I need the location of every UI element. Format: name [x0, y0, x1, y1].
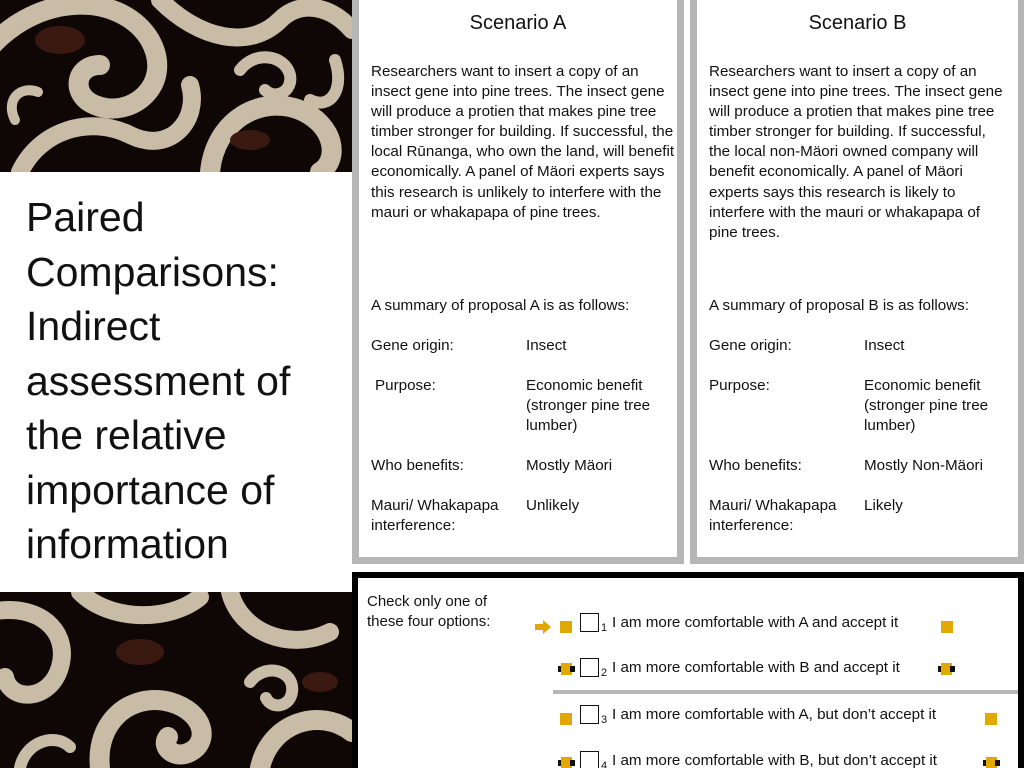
marker-square-icon — [941, 621, 953, 633]
who-benefits-value: Mostly Mäori — [526, 457, 613, 474]
scenario-a-card — [352, 0, 684, 564]
option-2-label: I am more comfortable with B and accept it — [612, 659, 900, 676]
purpose-value: Economic benefit (stronger pine tree lumber) — [864, 377, 989, 435]
interference-value: Likely — [864, 497, 903, 514]
options-content — [358, 578, 1018, 768]
option-1-checkbox[interactable] — [580, 613, 599, 632]
scenario-b-card — [690, 0, 1024, 564]
marker-dotted-square-icon — [560, 663, 572, 675]
option-4-number: 4 — [601, 760, 608, 768]
option-3-number: 3 — [601, 714, 608, 726]
marker-dotted-square-icon — [940, 663, 952, 675]
marker-dotted-square-icon — [560, 757, 572, 768]
option-4[interactable] — [580, 751, 980, 768]
scenario-b-title: Scenario B — [808, 12, 907, 34]
purpose-value: Economic benefit (stronger pine tree lumber) — [526, 377, 651, 435]
scenario-b-description: Researchers want to insert a copy of an insect gene into pine trees. The insect gene will produce a protien that makes pine tree timber stronger for building. If successful, the local non-Mäori owned company will benefit economically. A panel of Mäori experts says this research is likely to interfere with the mauri or whakapapa of pine trees. — [709, 63, 1003, 241]
gene-origin-value: Insect — [526, 337, 567, 354]
scenario-a-description: Researchers want to insert a copy of an insect gene into pine trees. The insect gene will produce a protien that makes pine tree timber stronger for building. If successful, the local Rūnanga, who own the land, will benefit economically. A panel of Mäori experts says this research is unlikely to interfere with the mauri or whakapapa of pine trees. — [371, 63, 675, 221]
option-4-label: I am more comfortable with B, but don’t accept it — [612, 752, 937, 768]
koru-pattern-image-bottom — [0, 592, 352, 768]
option-1-label: I am more comfortable with A and accept it — [612, 614, 899, 631]
who-benefits-value: Mostly Non-Mäori — [864, 457, 983, 474]
koru-pattern-image-top — [0, 0, 352, 172]
marker-square-icon — [560, 621, 572, 633]
option-3-label: I am more comfortable with A, but don’t accept it — [612, 706, 937, 723]
option-4-checkbox[interactable] — [580, 751, 599, 768]
interference-label: Mauri/ Whakapapa interference: — [709, 497, 837, 535]
options-panel — [352, 572, 1024, 768]
option-1[interactable] — [580, 613, 980, 637]
option-1-number: 1 — [601, 622, 608, 634]
slide-title: Paired Comparisons: Indirect assessment of the relative importance of information — [26, 194, 291, 567]
options-divider — [553, 690, 1018, 694]
option-3-checkbox[interactable] — [580, 705, 599, 724]
marker-square-icon — [985, 713, 997, 725]
who-benefits-label: Who benefits: — [709, 457, 802, 474]
gene-origin-label: Gene origin: — [709, 337, 792, 354]
marker-square-icon — [560, 713, 572, 725]
option-2-number: 2 — [601, 667, 608, 679]
marker-dotted-square-icon — [985, 757, 997, 768]
purpose-label: Purpose: — [375, 377, 436, 394]
scenario-b-summary-heading: A summary of proposal B is as follows: — [709, 297, 969, 314]
option-2-checkbox[interactable] — [580, 658, 599, 677]
scenario-a-summary-heading: A summary of proposal A is as follows: — [371, 297, 630, 314]
who-benefits-label: Who benefits: — [371, 457, 464, 474]
purpose-label: Purpose: — [709, 377, 770, 394]
scenario-a-title: Scenario A — [469, 12, 567, 34]
arrow-right-icon — [535, 620, 551, 634]
interference-value: Unlikely — [526, 497, 580, 514]
option-3[interactable] — [580, 705, 980, 729]
interference-label: Mauri/ Whakapapa interference: — [371, 497, 499, 535]
option-2[interactable] — [580, 658, 980, 682]
options-instruction: Check only one of these four options: — [367, 593, 491, 630]
gene-origin-value: Insect — [864, 337, 905, 354]
gene-origin-label: Gene origin: — [371, 337, 454, 354]
